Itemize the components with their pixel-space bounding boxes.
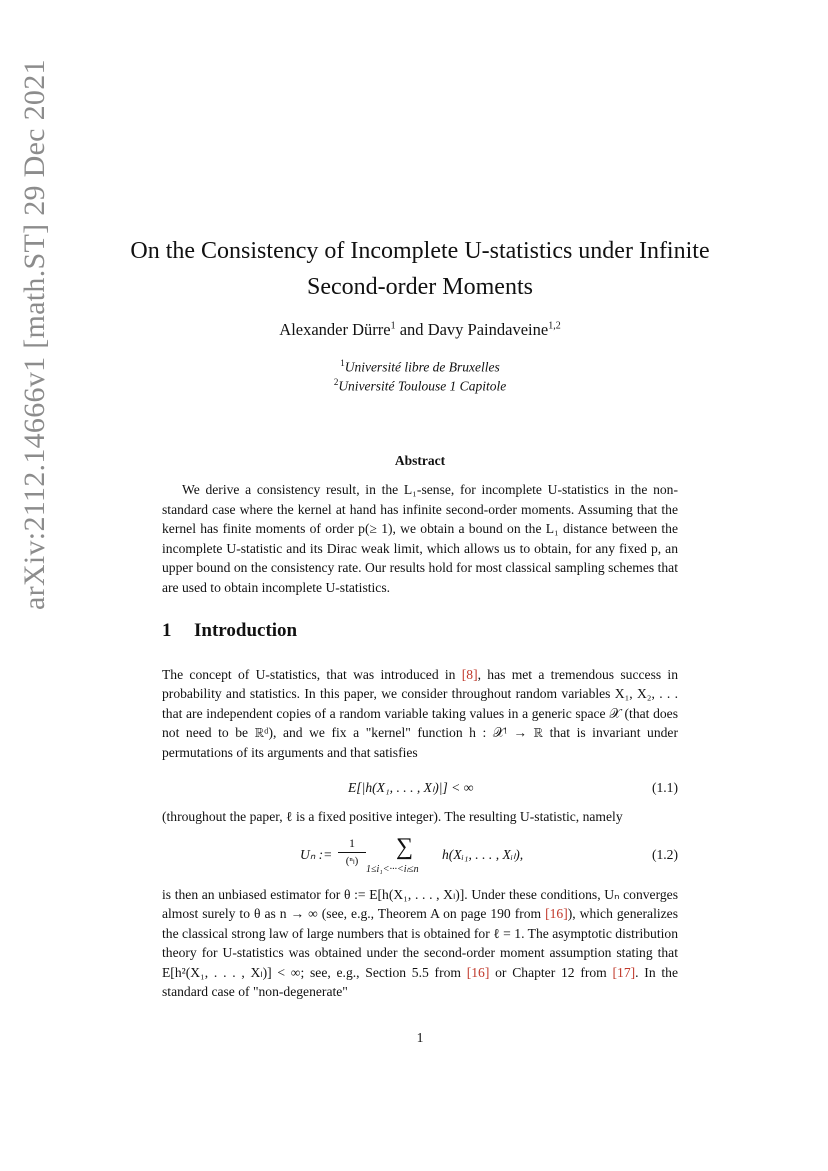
equation-fraction bbox=[338, 836, 366, 867]
affiliation-marker: 1,2 bbox=[548, 320, 561, 332]
summation-index: 1≤i₁<···<iₗ≤n bbox=[366, 864, 419, 875]
text-run: , has met a tremendous success in probability and statistics. In this paper, we consider throughout random variables X₁, X₂, . . . that are independent copies of a random variable taking values in a generic space 𝒳 (that does not need to be ℝᵈ), and we fix a "kernel" function h : 𝒳ˡ → ℝ that is invariant under permutations of its arguments and that satisfies bbox=[162, 667, 678, 760]
text-run: is then an unbiased estimator for θ := E[h(X₁, . . . , Xₗ)]. Under these conditions, Uₙ converges almost surely to θ as n → ∞ (see, e.g., Theorem A on page 190 from bbox=[162, 887, 678, 922]
page-number: 1 bbox=[416, 1030, 424, 1045]
affiliation-marker: 1 bbox=[390, 320, 396, 332]
equation-rhs: h(Xᵢ₁, . . . , Xᵢₗ), bbox=[442, 847, 524, 862]
author-list bbox=[100, 320, 740, 340]
equation-body: E[|h(X₁, . . . , Xₗ)|] < ∞ bbox=[348, 780, 474, 795]
equation-lhs: Uₙ := bbox=[300, 847, 333, 862]
affiliation-name: Université Toulouse 1 Capitole bbox=[338, 378, 507, 394]
title-line-2: Second-order Moments bbox=[307, 274, 533, 300]
equation-number: (1.1) bbox=[651, 780, 678, 795]
citation-link[interactable]: [16] bbox=[545, 906, 568, 922]
title-line-1: On the Consistency of Incomplete U-statistics under Infinite bbox=[130, 238, 710, 264]
author-name: Davy Paindaveine bbox=[427, 320, 549, 339]
summation-symbol: ∑ bbox=[396, 834, 414, 860]
author-name: Alexander Dürre bbox=[279, 320, 391, 339]
abstract-heading: Abstract bbox=[394, 453, 446, 468]
citation-link[interactable]: [8] bbox=[461, 667, 478, 682]
text-run: or Chapter 12 from bbox=[489, 964, 613, 980]
arxiv-identifier: arXiv:2112.14666v1 [math.ST] 29 Dec 2021 bbox=[18, 59, 51, 610]
paper-title bbox=[100, 233, 740, 305]
section-title: Introduction bbox=[194, 620, 298, 641]
affiliation bbox=[100, 377, 740, 395]
affiliation-name: Université libre de Bruxelles bbox=[344, 359, 500, 375]
section-heading bbox=[162, 620, 297, 642]
text-run: . In the standard case of "non-degenerate" bbox=[162, 964, 678, 1000]
citation-link[interactable]: [16] bbox=[466, 964, 490, 980]
text-run: The concept of U-statistics, that was introduced in bbox=[162, 667, 462, 682]
equation-1-2 bbox=[162, 836, 678, 880]
abstract-text: We derive a consistency result, in the L₁-sense, for incomplete U-statistics in the non-standard case where the kernel at hand has infinite second-order moments. Assuming that the kernel has finite moments of order p(≥ 1), we obtain a bound on the L₁ distance between the incomplete U-statistic and its Dirac weak limit, which allows us to obtain, for any fixed p, an upper bound on the consistency rate. Our results hold for most classical sampling schemes that are used to obtain incomplete U-statistics. bbox=[162, 482, 678, 595]
text-run: ), which generalizes the classical strong law of large numbers that is obtained for ℓ = 1. The asymptotic distribution theory for U-statistics was obtained under the second-order moment assumption stating that E[h²(X₁, . . . , Xₗ)] < ∞; see, e.g., Section 5.5 from bbox=[162, 906, 678, 980]
affiliation-number: 2 bbox=[333, 377, 339, 387]
author-joiner: and bbox=[395, 320, 428, 339]
fraction-numerator: 1 bbox=[349, 836, 355, 850]
equation-number: (1.2) bbox=[651, 847, 678, 862]
section-number: 1 bbox=[162, 620, 172, 641]
fraction-denominator: (ⁿₗ) bbox=[345, 855, 359, 867]
intro-paragraph-1 bbox=[162, 665, 678, 762]
fraction-bar bbox=[338, 852, 366, 853]
citation-link[interactable]: [17] bbox=[612, 964, 636, 980]
affiliation-number: 1 bbox=[340, 358, 345, 368]
intro-paragraph-2: (throughout the paper, ℓ is a fixed positive integer). The resulting U-statistic, namely bbox=[162, 809, 623, 824]
intro-paragraph-3 bbox=[162, 885, 678, 1001]
affiliation bbox=[100, 358, 740, 376]
